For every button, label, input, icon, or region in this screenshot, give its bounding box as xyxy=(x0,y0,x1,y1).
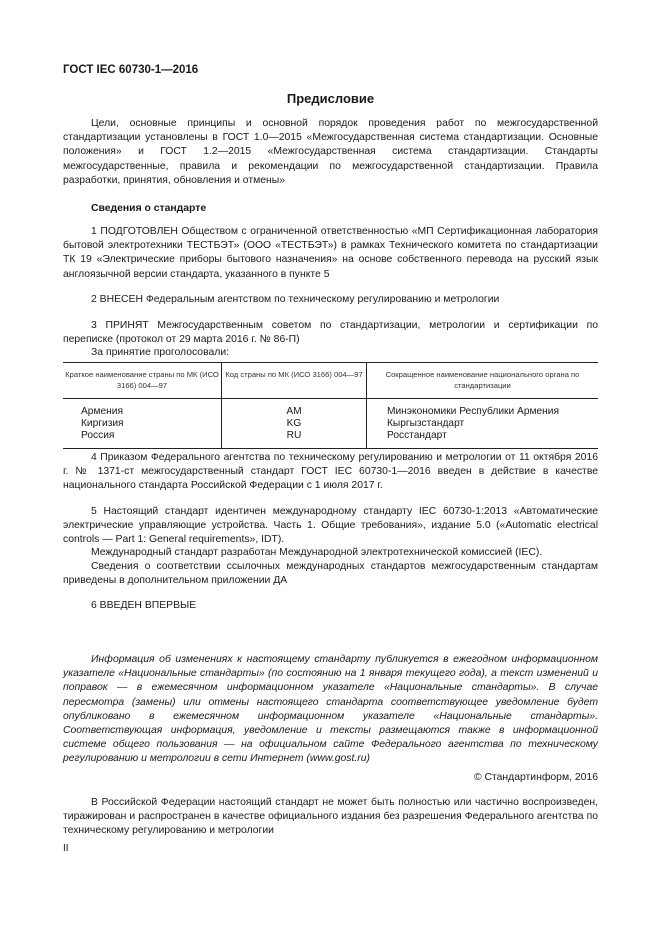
document-code-header: ГОСТ IEC 60730-1—2016 xyxy=(63,64,199,76)
item-1-paragraph: 1 ПОДГОТОВЛЕН Обществом с ограниченной ответственностью «МП Сертификационная лаборатория бытовой электротехники ТЕСТБЭТ» (ООО «ТЕСТБЭТ») в рамках Технического комитета по стандартизации ТК 19 «Электрические приборы бытового назначения» на основе собственного перевода на русский язык англоязычной версии стандарта, указанного в пункте 5 xyxy=(63,226,598,280)
table-cell-country: Киргизия xyxy=(81,418,124,430)
table-cell-code: AM xyxy=(222,399,367,419)
table-row xyxy=(63,430,598,448)
intro-paragraph: Цели, основные принципы и основной порядок проведения работ по межгосударственной стандартизации установлены в ГОСТ 1.0—2015 «Межгосударственная система стандартизации. Основные положения» и ГОСТ 1.2—2015 «Межгосударственная система стандартизации. Стандарты межгосударственные, правила и рекомендации по межгосударственной стандартизации. Правила разработки, принятия, обновления и отмены» xyxy=(63,118,598,186)
item-3-paragraph: 3 ПРИНЯТ Межгосударственным советом по стандартизации, метрологии и сертификации по переписке (протокол от 29 марта 2016 г. № 86-П) xyxy=(63,320,598,346)
table-cell-country: Армения xyxy=(81,406,123,417)
table-cell-body: Минэкономики Республики Армения xyxy=(367,399,599,419)
table-row xyxy=(63,399,598,419)
item-5-developer-line: Международный стандарт разработан Международной электротехнической комиссией (IEC). xyxy=(91,547,543,558)
table-header-code: Код страны по МК (ИСО 3166) 004—97 xyxy=(222,363,367,399)
table-cell-code: RU xyxy=(222,430,367,448)
section-title: Сведения о стандарте xyxy=(91,203,207,214)
table-header-country: Краткое наименование страны по МК (ИСО 3166) 004—97 xyxy=(63,363,222,399)
item-6-paragraph: 6 ВВЕДЕН ВПЕРВЫЕ xyxy=(91,600,197,611)
table-header-body: Сокращенное наименование национального органа по стандартизации xyxy=(367,363,599,399)
table-cell-body: Кыргызстандарт xyxy=(367,418,599,430)
change-notice: Информация об изменениях к настоящему стандарту публикуется в ежегодном информационном указателе «Национальные стандарты» (по состоянию на 1 января текущего года), а текст изменений и поправок — в ежемесячном информационном указателе «Национальные стандарты». В случае пересмотра (замены) или отмены настоящего стандарта соответствующее уведомление будет опубликовано в ежемесячном информационном указателе «Национальные стандарты». Соответствующая информация, уведомление и тексты размещаются также в информационной системе общего пользования — на официальном сайте Федерального агентства по техническому регулированию и метрологии в сети Интернет (www.gost.ru) xyxy=(63,654,598,765)
table-cell-body: Росстандарт xyxy=(367,430,599,448)
item-2-paragraph: 2 ВНЕСЕН Федеральным агентством по техническому регулированию и метрологии xyxy=(91,294,500,305)
item-3-vote-line: За принятие проголосовали: xyxy=(91,347,230,358)
page-title: Предисловие xyxy=(286,91,375,106)
reproduction-restriction: В Российской Федерации настоящий стандарт не может быть полностью или частично воспроизведен, тиражирован и распространен в качестве официального издания без разрешения Федерального агентства по техническому регулированию и метрологии xyxy=(63,797,598,837)
table-cell-country: Россия xyxy=(63,430,222,448)
table-cell-code: KG xyxy=(222,418,367,430)
table-header-row xyxy=(63,363,598,399)
voting-table xyxy=(63,362,598,449)
copyright-line: © Стандартинформ, 2016 xyxy=(473,772,598,783)
page-number: II xyxy=(63,843,69,854)
item-4-paragraph: 4 Приказом Федерального агентства по техническому регулированию и метрологии от 11 октября 2016 г. № 1371-ст межгосударственный стандарт ГОСТ IEC 60730-1—2016 введен в действие в качестве национального стандарта Российской Федерации с 1 июля 2017 г. xyxy=(63,452,598,492)
table-row xyxy=(63,418,598,430)
item-5-references-line: Сведения о соответствии ссылочных международных стандартов межгосударственным стандартам приведены в дополнительном приложении ДА xyxy=(63,561,598,587)
item-5-paragraph: 5 Настоящий стандарт идентичен международному стандарту IEC 60730-1:2013 «Автоматические электрические управляющие устройства. Часть 1. Общие требования», издание 5.0 («Automatic electrical controls — Part 1: General requirements», IDT). xyxy=(63,506,598,546)
